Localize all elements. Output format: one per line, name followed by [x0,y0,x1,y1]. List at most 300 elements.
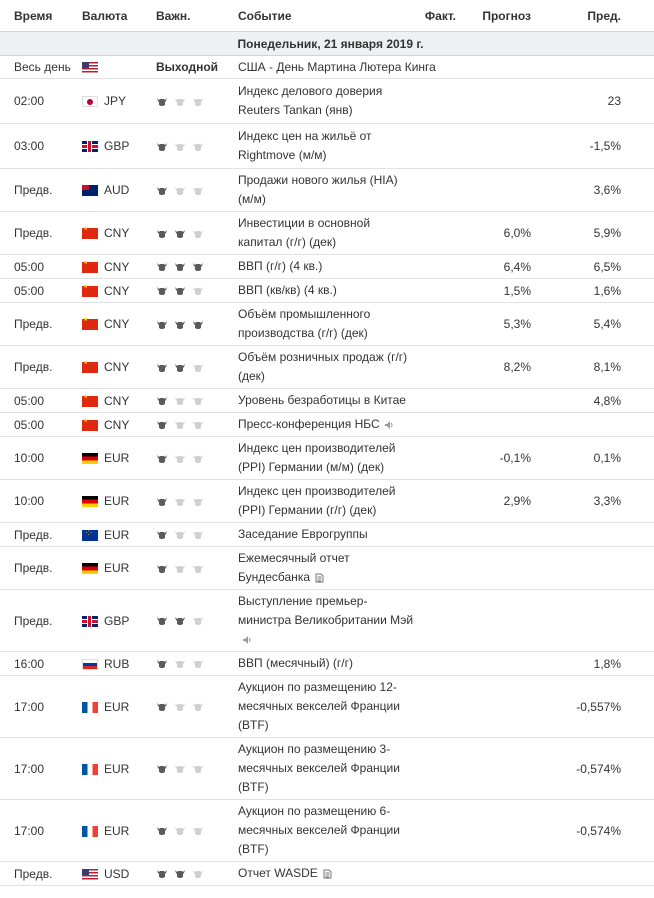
event-name[interactable]: Отчет WASDE [238,866,318,880]
bull-icon [174,229,186,239]
event-cell[interactable] [238,389,416,413]
actual-value [416,346,456,389]
table-row[interactable] [0,800,654,862]
forecast-value [456,547,531,590]
table-row[interactable] [0,437,654,480]
previous-value [531,862,654,886]
bull-icon [174,454,186,464]
event-cell[interactable] [238,169,416,212]
currency-code: CNY [104,317,130,331]
importance-indicator [150,590,238,652]
currency-code: CNY [104,360,130,374]
row-time: Предв. [0,523,82,547]
bull-icon [192,702,204,712]
bull-icon [174,616,186,626]
row-currency [82,437,150,480]
row-currency [82,346,150,389]
forecast-value: 1,5% [456,279,531,303]
bull-icon [192,497,204,507]
ru-flag-icon [82,659,98,670]
bull-icon [174,97,186,107]
importance-indicator [150,79,238,124]
document-icon[interactable] [314,573,324,583]
event-name[interactable]: Индекс цен производителей (PPI) Германии (м/м) (дек) [238,441,396,474]
jp-flag-icon [82,96,98,107]
us-flag-icon [82,62,98,73]
event-name[interactable]: Индекс делового доверия Reuters Tankan (янв) [238,84,383,117]
previous-value [531,523,654,547]
event-name[interactable]: Выступление премьер-министра Великобритании Мэй [238,594,414,627]
row-currency [82,255,150,279]
event-name[interactable]: ВВП (кв/кв) (4 кв.) [238,283,337,297]
bull-icon [192,186,204,196]
event-name[interactable]: Инвестиции в основной капитал (г/г) (дек) [238,216,371,249]
previous-value: 6,5% [531,255,654,279]
cn-flag-icon [82,420,98,431]
bull-icon [192,320,204,330]
importance-indicator [150,862,238,886]
currency-code: EUR [104,823,130,838]
event-cell[interactable] [238,676,416,738]
fr-flag-icon [82,764,98,775]
importance-indicator [150,389,238,413]
previous-value [531,590,654,652]
bull-icon [156,659,168,669]
speaker-icon[interactable] [384,420,394,430]
table-row[interactable] [0,389,654,413]
bull-icon [156,764,168,774]
forecast-value: 6,0% [456,212,531,255]
bull-icon [174,530,186,540]
bull-icon [156,826,168,836]
row-currency [82,413,150,437]
row-time: 05:00 [0,389,82,413]
row-time: 17:00 [0,676,82,738]
bull-icon [174,396,186,406]
actual-value [416,79,456,124]
bull-icon [192,229,204,239]
actual-value [416,676,456,738]
col-previous[interactable]: Пред. [531,0,654,32]
previous-value: -0,574% [531,800,654,862]
holiday-event[interactable]: США - День Мартина Лютера Кинга [238,56,654,79]
event-cell[interactable] [238,862,416,886]
bull-icon [174,320,186,330]
bull-icon [156,420,168,430]
header-row [0,0,654,32]
event-cell[interactable] [238,79,416,124]
event-name[interactable]: Объём розничных продаж (г/г) (дек) [238,350,408,383]
currency-code: EUR [104,451,130,465]
table-row[interactable] [0,212,654,255]
bull-icon [156,286,168,296]
event-name[interactable]: Аукцион по размещению 3-месячных векселей Франции (BTF) [238,742,400,794]
forecast-value [456,124,531,169]
de-flag-icon [82,563,98,574]
previous-value: 5,9% [531,212,654,255]
table-row[interactable] [0,676,654,738]
row-currency [82,590,150,652]
bull-icon [192,363,204,373]
holiday-importance [150,56,238,79]
table-row[interactable] [0,303,654,346]
bull-icon [156,142,168,152]
bull-icon [156,97,168,107]
row-currency [82,523,150,547]
previous-value: 5,4% [531,303,654,346]
event-cell[interactable] [238,800,416,862]
row-time: Предв. [0,547,82,590]
bull-icon [174,262,186,272]
row-currency [82,652,150,676]
holiday-time: Весь день [0,56,82,79]
row-time: 17:00 [0,800,82,862]
bull-icon [174,142,186,152]
actual-value [416,590,456,652]
table-row[interactable] [0,124,654,169]
actual-value [416,523,456,547]
row-currency [82,480,150,523]
row-currency [82,389,150,413]
previous-value: 1,8% [531,652,654,676]
event-name[interactable]: Индекс цен производителей (PPI) Германии (г/г) (дек) [238,484,396,517]
gb-flag-icon [82,616,98,627]
forecast-value [456,523,531,547]
actual-value [416,279,456,303]
bull-icon [192,659,204,669]
previous-value: 3,6% [531,169,654,212]
row-currency [82,79,150,124]
event-name[interactable]: ВВП (месячный) (г/г) [238,656,354,670]
currency-code: EUR [104,761,130,776]
gb-flag-icon [82,141,98,152]
bull-icon [156,262,168,272]
col-forecast[interactable]: Прогноз [456,0,531,32]
importance-indicator [150,800,238,862]
col-importance[interactable]: Важн. [150,0,238,32]
date-label: Понедельник, 21 января 2019 г. [0,32,654,56]
row-time: Предв. [0,346,82,389]
cn-flag-icon [82,319,98,330]
importance-indicator [150,169,238,212]
row-time: 10:00 [0,437,82,480]
currency-code: CNY [104,259,130,274]
bull-icon [156,530,168,540]
importance-indicator [150,303,238,346]
bull-icon [156,616,168,626]
event-cell[interactable] [238,255,416,279]
actual-value [416,212,456,255]
row-time: Предв. [0,212,82,255]
table-row[interactable] [0,279,654,303]
event-cell[interactable] [238,437,416,480]
bull-icon [156,229,168,239]
currency-code: RUB [104,656,130,671]
forecast-value [456,676,531,738]
previous-value: 4,8% [531,389,654,413]
event-cell[interactable] [238,303,416,346]
table-row[interactable] [0,547,654,590]
importance-indicator [150,124,238,169]
bull-icon [192,262,204,272]
col-event[interactable]: Событие [238,0,416,32]
previous-value [531,413,654,437]
bull-icon [174,826,186,836]
bull-icon [192,764,204,774]
row-time: Предв. [0,590,82,652]
cn-flag-icon [82,286,98,297]
event-cell[interactable] [238,480,416,523]
row-currency [82,169,150,212]
previous-value [531,547,654,590]
bull-icon [174,659,186,669]
importance-indicator [150,676,238,738]
event-name[interactable]: Объём промышленного производства (г/г) (дек) [238,307,371,340]
table-row[interactable] [0,346,654,389]
bull-icon [192,564,204,574]
currency-code: GBP [104,139,130,153]
bull-icon [156,320,168,330]
fr-flag-icon [82,702,98,713]
forecast-value: -0,1% [456,437,531,480]
forecast-value [456,652,531,676]
event-cell[interactable] [238,124,416,169]
bull-icon [192,530,204,540]
bull-icon [156,363,168,373]
event-cell[interactable] [238,523,416,547]
importance-indicator [150,255,238,279]
row-currency [82,212,150,255]
row-currency [82,124,150,169]
holiday-label: Выходной [156,60,219,74]
row-time: 03:00 [0,124,82,169]
importance-indicator [150,652,238,676]
event-cell[interactable] [238,547,416,590]
event-name[interactable]: Аукцион по размещению 12-месячных векселей Франции (BTF) [238,680,400,732]
event-name[interactable]: Заседание Еврогруппы [238,527,368,541]
table-row[interactable] [0,523,654,547]
bull-icon [174,286,186,296]
de-flag-icon [82,453,98,464]
event-name[interactable]: Аукцион по размещению 6-месячных векселей Франции (BTF) [238,804,400,856]
importance-indicator [150,212,238,255]
previous-value: -1,5% [531,124,654,169]
table-row[interactable] [0,255,654,279]
importance-indicator [150,346,238,389]
bull-icon [174,564,186,574]
forecast-value [456,169,531,212]
bull-icon [174,702,186,712]
event-cell[interactable] [238,212,416,255]
bull-icon [156,702,168,712]
row-currency [82,676,150,738]
row-time: 10:00 [0,480,82,523]
bull-icon [156,396,168,406]
bull-icon [156,454,168,464]
table-row[interactable] [0,590,654,652]
event-cell[interactable] [238,413,416,437]
event-cell[interactable] [238,279,416,303]
row-time: 17:00 [0,738,82,800]
actual-value [416,547,456,590]
bull-icon [174,420,186,430]
actual-value [416,652,456,676]
bull-icon [192,454,204,464]
currency-code: CNY [104,417,130,432]
forecast-value [456,862,531,886]
cn-flag-icon [82,396,98,407]
row-time: 05:00 [0,413,82,437]
actual-value [416,800,456,862]
importance-indicator [150,523,238,547]
bull-icon [174,497,186,507]
bull-icon [192,396,204,406]
row-time: 05:00 [0,279,82,303]
currency-code: CNY [104,226,130,240]
bull-icon [156,186,168,196]
speaker-icon[interactable] [242,635,252,645]
holiday-row[interactable] [0,56,654,79]
previous-value: 1,6% [531,279,654,303]
table-row[interactable] [0,79,654,124]
row-time: Предв. [0,303,82,346]
bull-icon [192,97,204,107]
actual-value [416,169,456,212]
actual-value [416,862,456,886]
bull-icon [192,869,204,879]
event-name[interactable]: Уровень безработицы в Китае [238,393,406,407]
importance-indicator [150,480,238,523]
row-time: 02:00 [0,79,82,124]
importance-indicator [150,437,238,480]
row-time: Предв. [0,862,82,886]
previous-value: 8,1% [531,346,654,389]
cn-flag-icon [82,228,98,239]
forecast-value [456,413,531,437]
actual-value [416,738,456,800]
forecast-value [456,738,531,800]
row-currency [82,862,150,886]
actual-value [416,303,456,346]
row-currency [82,738,150,800]
previous-value: 3,3% [531,480,654,523]
event-cell[interactable] [238,738,416,800]
forecast-value [456,79,531,124]
date-row [0,32,654,56]
bull-icon [192,420,204,430]
table-row[interactable] [0,480,654,523]
fr-flag-icon [82,826,98,837]
importance-indicator [150,413,238,437]
actual-value [416,124,456,169]
bull-icon [156,497,168,507]
event-cell[interactable] [238,346,416,389]
table-row[interactable] [0,652,654,676]
forecast-value: 5,3% [456,303,531,346]
bull-icon [192,142,204,152]
holiday-currency [82,56,150,79]
bull-icon [156,869,168,879]
col-currency[interactable]: Валюта [82,0,150,32]
event-cell[interactable] [238,590,416,652]
bull-icon [174,363,186,373]
previous-value: 0,1% [531,437,654,480]
event-name[interactable]: Продажи нового жилья (HIA) (м/м) [238,173,398,206]
table-row[interactable] [0,413,654,437]
actual-value [416,480,456,523]
actual-value [416,437,456,480]
table-row[interactable] [0,169,654,212]
forecast-value [456,389,531,413]
event-name[interactable]: ВВП (г/г) (4 кв.) [238,259,323,273]
forecast-value: 8,2% [456,346,531,389]
forecast-value: 2,9% [456,480,531,523]
importance-indicator [150,547,238,590]
forecast-value: 6,4% [456,255,531,279]
currency-code: CNY [104,393,130,408]
cn-flag-icon [82,262,98,273]
currency-code: JPY [104,94,127,108]
event-name[interactable]: Индекс цен на жильё от Rightmove (м/м) [238,129,372,162]
previous-value: -0,574% [531,738,654,800]
currency-code: EUR [104,494,130,508]
eu-flag-icon [82,530,98,541]
previous-value: 23 [531,79,654,124]
row-time: 05:00 [0,255,82,279]
row-currency [82,547,150,590]
table-row[interactable] [0,862,654,886]
cn-flag-icon [82,362,98,373]
currency-code: EUR [104,527,130,542]
currency-code: AUD [104,183,130,197]
actual-value [416,413,456,437]
row-currency [82,279,150,303]
bull-icon [192,616,204,626]
forecast-value [456,590,531,652]
previous-value: -0,557% [531,676,654,738]
actual-value [416,255,456,279]
bull-icon [174,186,186,196]
event-name[interactable]: Ежемесячный отчет Бундесбанка [238,551,350,584]
table-row[interactable] [0,738,654,800]
importance-indicator [150,738,238,800]
bull-icon [174,764,186,774]
us-flag-icon [82,869,98,880]
col-actual[interactable]: Факт. [416,0,456,32]
importance-indicator [150,279,238,303]
row-currency [82,800,150,862]
bull-icon [174,869,186,879]
row-currency [82,303,150,346]
currency-code: EUR [104,699,130,714]
bull-icon [192,826,204,836]
au-flag-icon [82,185,98,196]
actual-value [416,389,456,413]
document-icon[interactable] [322,869,332,879]
event-cell[interactable] [238,652,416,676]
row-time: 16:00 [0,652,82,676]
row-time: Предв. [0,169,82,212]
currency-code: USD [104,866,130,881]
currency-code: EUR [104,561,130,575]
col-time[interactable]: Время [0,0,82,32]
de-flag-icon [82,496,98,507]
forecast-value [456,800,531,862]
bull-icon [192,286,204,296]
event-name[interactable]: Пресс-конференция НБС [238,417,380,431]
bull-icon [156,564,168,574]
currency-code: GBP [104,613,130,628]
